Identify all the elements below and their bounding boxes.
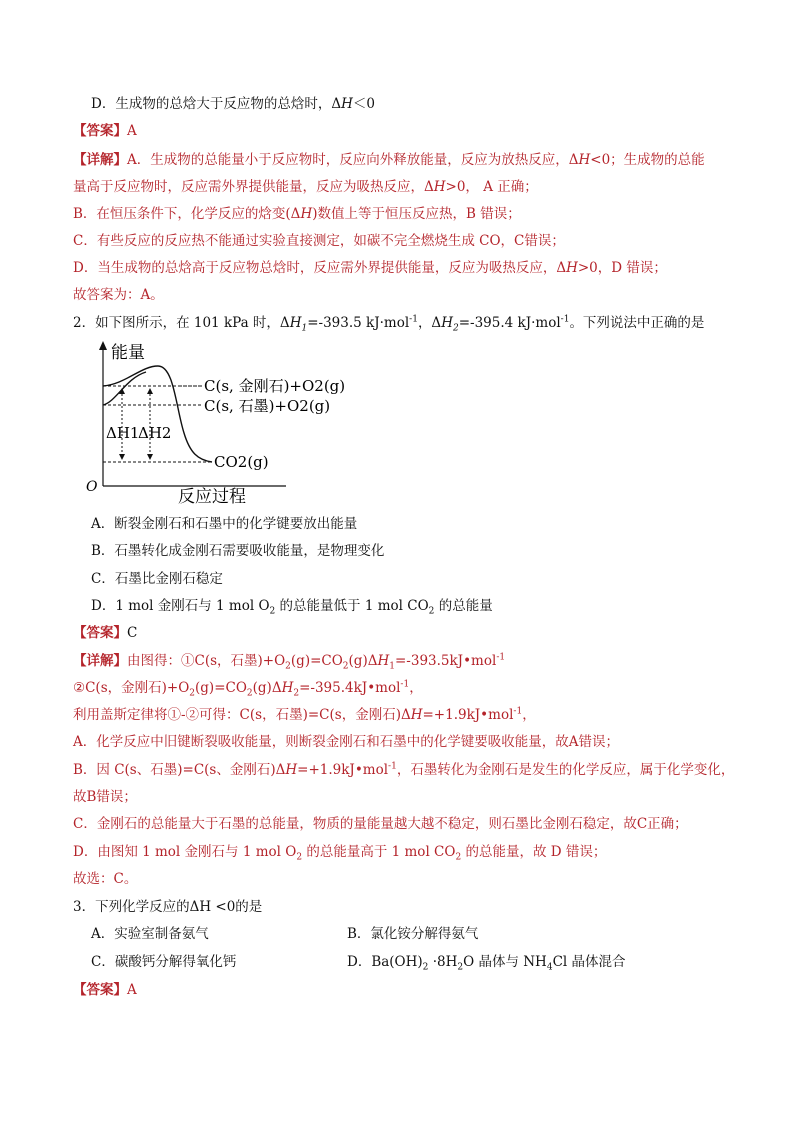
- answer-2: 【答案】C: [73, 625, 138, 641]
- detail-2-1: 【详解】由图得：①C(s，石墨)$+O_2(g)=CO_2(g)\Delta H_1=-393.5kJ•mol^{-1}$: [73, 652, 506, 672]
- detail-2-a: A．化学反应中旧键断裂吸收能量，则断裂金刚石和石墨中的化学键要吸收能量，故A错误；: [73, 734, 619, 750]
- detail-2-c: C．金刚石的总能量大于石墨的总能量，物质的量能量越大越不稳定，则石墨比金刚石稳定，故C正确；: [73, 816, 688, 832]
- origin-label: O: [86, 479, 98, 495]
- graphite-level-label: C(s, 石墨)+O2(g): [204, 397, 331, 415]
- q2-option-c: C．石墨比金刚石稳定: [91, 571, 223, 587]
- detail-1-d: D．当生成物的总焓高于反应物总焓时，反应需外界提供能量，反应为吸热反应，ΔH>0，D 错误；: [73, 260, 667, 276]
- y-axis-label: 能量: [111, 343, 145, 363]
- detail-1-a: 【详解】A．生成物的总能量小于反应物时，反应向外释放能量，反应为放热反应，ΔH<0；生成物的总能: [73, 152, 705, 168]
- option-d: D．生成物的总焓大于反应物的总焓时，ΔH＜0: [91, 96, 375, 112]
- q2-option-a: A．断裂金刚石和石墨中的化学键要放出能量: [91, 516, 358, 532]
- diamond-curve: [103, 366, 212, 462]
- detail-2-2: ②C(s，金刚石)$+O_2(g)=CO_2(g)\Delta H_2=-395.4kJ•mol^{-1}$，: [73, 679, 423, 699]
- detail-1-a2: 量高于反应物时，反应需外界提供能量，反应为吸热反应，ΔH>0， A 正确；: [73, 179, 538, 195]
- q2-option-d: D．1 mol 金刚石与 1 mol $O_2$ 的总能量低于 1 mol $CO_2$ 的总能量: [91, 598, 493, 617]
- detail-1-end: 故答案为：A。: [73, 287, 164, 303]
- question-3: 3．下列化学反应的ΔH <0的是: [73, 899, 263, 915]
- detail-2-b2: 故B错误；: [73, 789, 137, 805]
- answer-1: 【答案】A: [73, 123, 137, 139]
- detail-2-end: 故选：C。: [73, 871, 138, 887]
- y-axis-arrow: [99, 341, 107, 350]
- dh1-label: ΔH1: [106, 424, 140, 442]
- answer-3: 【答案】A: [73, 982, 137, 998]
- diamond-level-label: C(s, 金刚石)+O2(g): [204, 377, 346, 395]
- co2-level-label: CO2(g): [214, 453, 269, 471]
- detail-2-3: 利用盖斯定律将①-②可得：C(s，石墨)=C(s，金刚石)ΔH=+1.9kJ•mol$^{-1}$，: [73, 706, 536, 723]
- q3-option-a: A．实验室制备氨气: [91, 926, 209, 942]
- dh2-label: ΔH2: [138, 424, 172, 442]
- detail-2-b: B．因 C(s、石墨)=C(s、金刚石)ΔH=+1.9kJ•mol$^{-1}$，石墨转化为金刚石是发生的化学反应，属于化学变化，: [73, 761, 735, 778]
- detail-1-b: B．在恒压条件下，化学反应的焓变(ΔH)数值上等于恒压反应热，B 错误；: [73, 206, 521, 222]
- q2-option-b: B．石墨转化成金刚石需要吸收能量，是物理变化: [91, 543, 385, 559]
- q3-option-b: B．氯化铵分解得氨气: [347, 926, 479, 942]
- x-axis-label: 反应过程: [178, 487, 246, 507]
- q3-option-d: D．$Ba(OH)_2 \cdot 8H_2O$ 晶体与 $NH_4Cl$ 晶体混合: [347, 954, 626, 973]
- energy-diagram: [86, 338, 346, 508]
- detail-1-c: C．有些反应的反应热不能通过实验直接测定，如碳不完全燃烧生成 CO，C错误；: [73, 233, 565, 249]
- graphite-curve: [103, 372, 146, 405]
- q3-option-c: C．碳酸钙分解得氧化钙: [91, 954, 237, 970]
- detail-2-d: D．由图知 1 mol 金刚石与 1 mol $O_2$ 的总能量高于 1 mol $CO_2$ 的总能量，故 D 错误；: [73, 844, 607, 863]
- question-2: 2．如下图所示，在 101 kPa 时，$\Delta H_1=-393.5$ kJ·mol$^{-1}$，$\Delta H_2=-395.4$ kJ·mol$^{-1}$。下列说法中正确的是: [73, 314, 705, 334]
